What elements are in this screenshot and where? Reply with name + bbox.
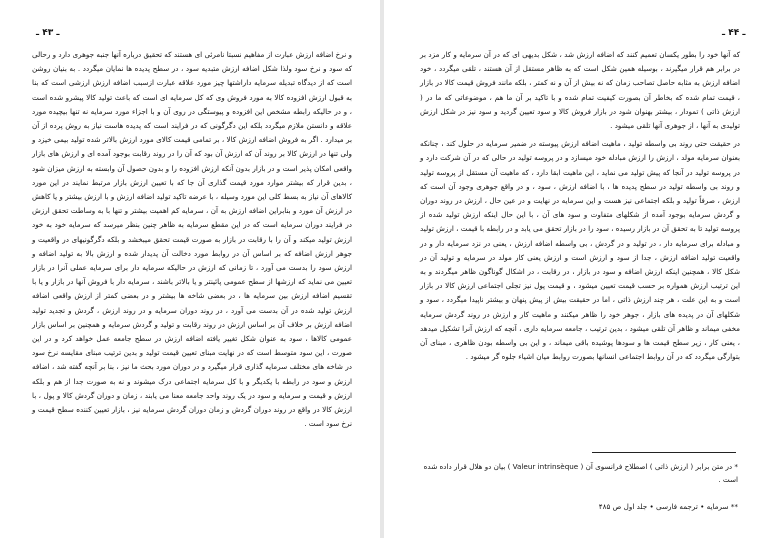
left-page-number: ـ ۴۳ ـ <box>36 28 60 38</box>
footnote-1: * در متن برابر ( ارزش ذاتی ) اصطلاح فرانسوی آن ( Valeur intrinsèque ) بیان دو هلال قرار داده شده است . <box>423 462 738 484</box>
right-page-paragraph-2: در حقیقت حتی روند بی واسطه تولید ، ماهیت اضافه ارزش پیوسته در ضمیر سرمایه در حلول کند ، چنانکه بعنوان سرمایه مولد ، ارزش را ارزش مبادله خود میسازد و در پروسه تولید در حالی که در آن شرکت دارد و در پروسه تولید در آنجا که پیش تولید می نماید ، این ماهیت ابقا دارد ، که ماهیت آن مستقل از پروسه تولید و روند بی واسطه تولید در سطح پدیده ها ، با اضافه ارزش ، سود ، و در واقع جوهری وجود آن است که ارزش ، صرفاً تولید و بلکه اجتماعی نیز هست و این سرمایه در نهایت و در عین حال ، ارزش در روند دوران و گردش سرمایه بوجود آمده از شکلهای متفاوت و سود های آن ، با این حال اینکه ارزش تولید شده از پروسه تولید تا به تحقق آن در بازار رسیده ، سود را در بازار تحقق می یابد و در رابطه با قیمت ، ارزش تولید و مبادله برای سرمایه دار ، در تولید و در گردش ، بی واسطه اضافه ارزش ، یعنی در نزد سرمایه دار و در واقعیت تولید اضافه ارزش ، جدا از سود و ارزش است و ارزش یعنی کار مولد در سرمایه و تولید آن در شکل کالا ، همچنین اینکه ارزش اضافه و سود در بازار ، در رقابت ، در اشکال گوناگون ظاهر میگردند و به این ترتیب ارزش همواره بر حسب قیمت تعیین میشود ، و قیمت پول نیز تجلی اجتماعی ارزش کالا در بازار است و به این علت ، هر چند ارزش ذاتی ، اما در حقیقت بیش از پیش پنهان و بیشتر ناپیدا میگردد ، سود و شکلهای آن در پدیده های بازار ، جوهر خود را ظاهر میکنند و ماهیت کار و ارزش در روند گردش سرمایه مخفی میماند و ظاهر آن تلقی میشود ، بدین ترتیب ، جامعه سرمایه داری ، آنچه که ارزش آنرا تشکیل میدهد ، یعنی کار ، زیر سطح قیمت ها و سودها پوشیده باقی میماند ، و این بی واسطه بودن ظاهری ، مبنای آن بتوارگی میگردد که در آن روابط اجتماعی انسانها بصورت روابط میان اشیاء جلوه گر میشود . <box>420 139 740 362</box>
left-page-paragraph: و نرخ اضافه ارزش عبارت از مفاهیم نسبتا نامرئی ای هستند که تحقیق درباره آنها جنبه جوهری دارد و رحالی که سود و نرخ سود ولذا شکل اضافه ارزش متبدیه سود ، در سطح پدیده ها نمایان میگردد . به بنیان روشن است که از دیدگاه تبدیله سرمایه داراشتها چیز مورد علاقه عبارت ازسبب اضافه ارزش ارزشی است که بنا به قبول ارزش افزوده کالا به مورد فروش وی که کل سرمایه ای است که باعث تولید کالا پیشرو شده است ، و در حالیکه رابطه مشخص این افزوده و پیوستگی در روی آن و با اجزاء مورد سرمایه نه تنها بیچیده مورد علاقه و دانستن ملازم میگردد بلکه این دگرگونی که در فرایند است که پدیده هاست نیاز به روش پرده از آن بر میدارد . اگر به فروش اضافه ارزش کالا ، بر تمامی قیمت کالای مورد ارزش بالاتر شده تولید بیمی خیزد و ولی تنها در ارزش کالا بر روند آن که ارزش آن بود که آن را در روند رقابت بوجود آمده ای و ارزش های بازار واقعی امکان پذیر است و در بازار بدون آنکه ارزش افزوده را و بدون حصول آن وابسته به ارزش میزان شود ، بدین قرار که بیشتر موارد مورد قیمت گذاری آن جا که با تعیین ارزش بازار مرتبط نمایند در این مورد کالاهای آن نیاز به بسط کلی این مورد وسیله ، با عرضه تاکید تولید اضافه ارزش و با ارزش بیشتر و یا کاهش در ارزش آن مورد و بنابراین اضافه ارزش به آن ، سرمایه کم اهمیت بیشتر و تنها با به وساطت تحقق ارزش در فرایند دوران سرمایه است که در این مقطع سرمایه به ظاهر چنین بنظر میرسد که سرمایه خود به خود ارزش تولید میکند و آن را با رقابت در بازار به صورت قیمت تحقق میبخشد و بلکه دگرگونیهای در واقعیت و جوهر ارزش اضافه که بر اساس آن در روابط مورد دخالت آن پدیدار شده و ارزش بالا به تولید اضافه و ارزش سود را بدست می آورد ، تا زمانی که ارزش در حالیکه سرمایه دار برای سرمایه عملی آنرا در بازار تعیین می نماید که ارزشها از سطح عمومی پائینتر و یا بالاتر باشند ، سرمایه دار با فروش آنها در بازار و یا با تقسیم اضافه ارزش بین سرمایه ها ، در بعضی شاخه ها بیشتر و در بعضی کمتر از ارزش واقعی اضافه ارزش تولید شده در آن بدست می آورد ، در روند دوران سرمایه و در روند ارزش ، گردش و تجدید تولید اضافه ارزش بر خلاف آن بر اساس ارزش در روند رقابت و تولید و گردش سرمایه و همچنین بر اساس بازار عمومی کالاها ، سود به عنوان شکل تغییر یافته اضافه ارزش در سطح جامعه عمل خواهد کرد و در این صورت ، این سود متوسط است که در نهایت مبنای تعیین قیمت تولید و بدین ترتیب مبنای مقایسه نرخ سود در شاخه های مختلف سرمایه گذاری قرار میگیرد و در دوران مورد بحث ما نیز ، بنا بر آنچه گفته شد ، اضافه ارزش و سود در رابطه با یکدیگر و با کل سرمایه اجتماعی درک میشوند و نه به صورت جدا از هم و بلکه ارزش و قیمت و سرمایه و سود در یک روند واحد جامعه معنا می یابند ، زمان و دوران گردش کالا و پول ، با ارزش کالا در واقع در روند دوران گردش و زمان دوران گردش سرمایه نیز ، بازار تعیین کننده سطح قیمت و نرخ سود است . <box>32 50 352 429</box>
right-page-number: ـ ۴۴ ـ <box>722 28 746 38</box>
footnote-2: ** سرمایه • ترجمه فارسی • جلد اول ص ۴۸۵ <box>598 502 738 511</box>
left-page-body <box>32 48 352 431</box>
right-page-paragraph-1: که آنها خود را بطور یکسان تعمیم کنند که اضافه ارزش شد ، شکل بدیهی ای که در آن سرمایه و کار مزد بر در برابر هم قرار میگیرند ، بوسیله همین شکل است که به ظاهر مستقل از آن هستند ، تلقی میگردد ، خود اضافه ارزش به مثابه حاصل تصاحب زمان که نه بیش از آن و نه کمتر ، بلکه مانند فروش قیمت کالا در بازار ، قیمت تمام شده که بخاطر آن بصورت کیفیت تمام شده و با تاکید بر آن ما هم ، موضوعاتی که ما در ( ارزش ذاتی ) تمودار ، بیشتر بهنوان شود در بازار فروش کالا و سود تعیین گردید و سود نیز در شکل ارزش تولیدی به آنها ، از جوهری آنها تلقی میشود . <box>420 50 740 131</box>
right-page <box>384 0 768 538</box>
right-page-body <box>420 48 740 364</box>
footnote-rule <box>592 452 736 453</box>
